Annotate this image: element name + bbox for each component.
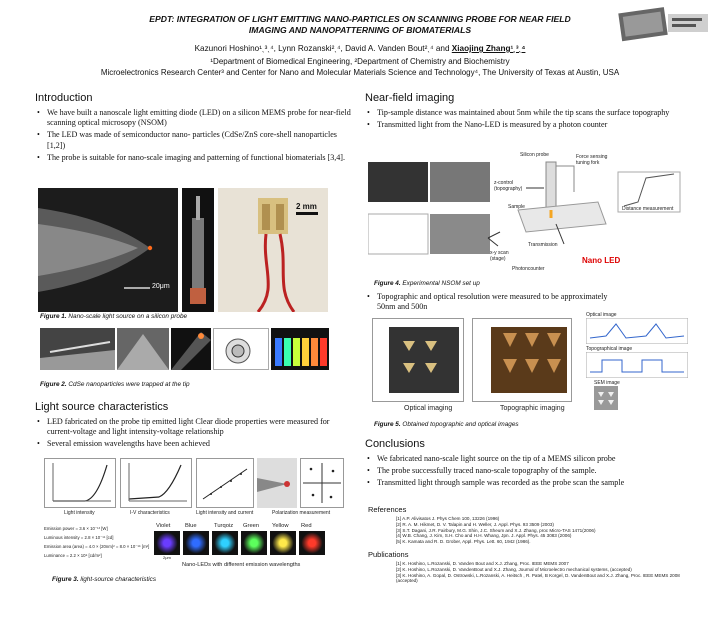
publications-list [368,561,688,584]
poster-title [120,14,600,35]
light-intensity-plot [44,458,116,508]
near-field-heading: Near-field imaging [365,92,455,104]
authors-plain: Kazunori Hoshino¹ˎ³ˎ⁴, Lynn Rozanski²ˎ⁴, David A. Vanden Bout²ˎ⁴ and [194,44,452,53]
label-xy-scan: x-y scan (stage) [490,250,509,262]
list-item: • Tip-sample distance was maintained about 5nm while the tip scans the surface topography [365,108,690,118]
plot-label-light-intensity: Light intensity [64,510,95,516]
fluorescent-tip-image [171,328,211,370]
label-force-sensing: Force sensing tuning fork [576,154,608,166]
scale-2mm: 2 mm [296,202,317,211]
swatch-red [299,531,325,555]
color-label-green: Green [243,523,260,529]
equation-1: Emission power = 3.6 × 10⁻¹³ [W] [44,526,108,531]
references-section [368,505,688,545]
label-silicon-probe: Silicon probe [520,152,549,158]
label-transmission: Transmission [528,242,558,248]
side-images [584,312,690,412]
plot-label-iv: I-V characteristics [130,510,170,516]
label-optical-imaging: Optical imaging [404,405,453,412]
scale-bar-2mm [296,212,318,215]
list-item: • The LED was made of semiconductor nano- particles (CdSe/ZnS core-shell nanoparticles [1,2]) [35,130,355,150]
publications-section [368,550,688,584]
list-item: • Topographic and optical resolution were measured to be approximately 50nm and 500n [365,292,615,312]
publication-item: [3] K. Hoshino, A. Gopal, D. Ostrowski, L.Rozanski, A. Heitsch , R. Patel, B Korgel, D. VandenBout and X.J. Zhang, Proc. IEEE MEMS 2008 [396,572,680,578]
figure-2-caption [40,381,340,388]
figure-1-caption [40,313,340,320]
references-heading: References [368,505,407,514]
near-field-list [365,108,690,130]
publications-heading: Publications [368,550,409,559]
equation-2: Luminous intensity = 2.8 × 10⁻¹¹ [cd] [44,535,114,540]
publication-item: [2] K. Hoshino, L.Rozanski, D. VandenBout and X.J. Zhang, Journal of Microelectro mechanical systems, (accepted) [396,566,632,572]
figure-1-label: Figure 1. [40,313,67,320]
color-label-blue: Blue [185,523,197,529]
equation-4: Luminance = 2.2 × 10⁵ [cd/m²] [44,553,102,558]
side-label-optical: Optical image [586,312,617,318]
figure-4-text: Experimental NSOM set up [400,280,480,287]
reference-item: [1] A.P. Alivisatos J. Phys Chem 100, 13226 (1996) [396,516,500,521]
list-item: • We fabricated nano-scale light source on the tip of a MEMS silicon probe [365,454,690,464]
figure-2-text: CdSe nanoparticles were trapped at the tip [66,381,190,388]
resolution-bullet [365,292,615,314]
equations-block [44,524,154,572]
title-line-1: EPDT: INTEGRATION OF LIGHT EMITTING NANO-PARTICLES ON SCANNING PROBE FOR NEAR FIELD [149,14,571,24]
reference-item: [2] R. A. M. Hikmet, D. V. Talapin and H. Weller, J. Appl. Phys. 93 3509 (2003) [396,521,554,527]
affiliation-line-1: ¹Department of Biomedical Engineering, ²Department of Chemistry and Biochemistry [210,57,510,66]
figure-4-label: Figure 4. [374,280,401,287]
polarization-plot [300,458,344,508]
probe-tip-micrograph [38,188,178,312]
reference-item: [3] S.T. Dagani, J.R. Fairbury, M.G. Shin, J.C. Sheum and X.J. Zhang, proc Micro-TAS 1471(2006) [396,527,596,533]
color-label-yellow: Yellow [272,523,289,529]
right-column [365,92,690,132]
nano-leds-caption: Nano-LEDs with different emission wavelengths [182,562,301,568]
side-label-sem: SEM image [594,380,620,386]
label-nano-led: Nano LED [582,256,621,265]
authors [60,44,660,53]
swatch-turqoiz [212,531,238,555]
list-item: • The probe is suitable for nano-scale imaging and patterning of functional biomaterials [3,4]. [35,153,355,163]
figure-3-caption [52,576,352,583]
swatch-violet [154,531,180,555]
polarization-photo [257,458,297,508]
introduction-list [35,108,355,163]
label-z-control: z-control (topography) [494,180,523,192]
conclusions-section [365,438,690,491]
light-source-section [35,401,355,452]
scale-2um: 2μm [163,555,171,560]
swatch-blue [183,531,209,555]
affiliation-line-2: Microelectronics Research Center³ and Center for Nano and Molecular Materials Science and Technology⁴, The University of Texas at Austin, USA [100,68,620,77]
nanoparticle-vials-photo [271,328,329,370]
left-column [35,92,355,165]
reference-item: [4] W.B. Chang, J. Kim, S.H. Cho and H.H. Whang, Jpn. J. Appl. Phys. 45 3083 (2006) [396,533,572,539]
nanoparticle-diagram [213,328,269,370]
label-topographic-imaging: Topographic imaging [500,405,565,412]
figure-5-text: Obtained topographic and optical images [400,421,519,428]
nsom-setup-figure [368,152,686,272]
affiliations [20,56,700,78]
title-line-2: IMAGING AND NANOPATTERNING OF BIOMATERIALS [248,24,472,35]
list-item: • Transmitted light through sample was recorded as the probe scan the sample [365,478,690,488]
figure-4-caption [374,280,674,287]
figure-2-label: Figure 2. [40,381,67,388]
figure-5-label: Figure 5. [374,421,401,428]
probe-chip-photo [182,188,214,312]
conclusions-heading: Conclusions [365,438,425,450]
plot-label-polarization: Polarization measurement [272,510,331,516]
label-distance-measurement: Distance measurement [622,206,674,212]
figure-3-label: Figure 3. [52,576,79,583]
equation-3: Emission area (area) = 4.0 × (20nm)² = 8.0 × 10⁻¹⁶ [m²] [44,544,150,549]
introduction-heading: Introduction [35,92,93,104]
conclusions-list [365,454,690,489]
side-label-topographical: Topographical image [586,346,633,352]
poster-header [0,0,720,90]
intensity-current-plot [196,458,254,508]
references-list [368,516,688,545]
publication-item: (accepted) [396,578,418,584]
list-item: • Several emission wavelengths have been achieved [35,439,355,449]
label-sample: Sample [508,204,525,210]
color-label-violet: Violet [156,523,171,529]
list-item: • The probe successfully traced nano-scale topography of the sample. [365,466,690,476]
publication-item: [1] K. Hoshino, L.Rozanski, D. Vanden Bout and X.J. Zhang, Proc. IEEE MEMS 2007 [396,561,569,566]
iv-characteristics-plot [120,458,192,508]
color-label-turqoiz: Turqoiz [214,523,234,529]
reference-item: [5] K. Kamata and R. D. Grober, Appl. Phys. Lett. 60, 1942 (1986). [396,539,531,545]
topographic-image-plot [472,318,572,402]
probe-assembly-photo [218,188,328,312]
figure-5-caption [374,421,674,428]
color-label-red: Red [301,523,312,529]
lab-logo-image [614,4,714,44]
label-photon-counter: Photoncounter [512,266,545,272]
list-item: • We have built a nanoscale light emitting diode (LED) on a silicon MEMS probe for near-field scanning optical microsopy (NSOM) [35,108,355,128]
light-source-list [35,417,355,450]
scale-20um: 20μm [152,283,170,290]
lead-author: Xiaojing Zhang¹ˎ³ˎ⁴ [451,44,526,53]
plot-label-intensity-current: Light intensity and current [196,510,254,516]
light-source-heading: Light source characteristics [35,401,169,413]
figure-3-text: light-source characteristics [78,576,157,583]
list-item: • LED fabricated on the probe tip emitted light Clear diode properties were measured for current-voltage and light intensity-voltage relationship [35,417,355,437]
figure-1-text: Nano-scale light source on a silicon probe [66,313,188,320]
list-item: • Transmitted light from the Nano-LED is measured by a photon counter [365,120,690,130]
swatch-green [241,531,267,555]
optical-image-plot [372,318,464,402]
swatch-yellow [270,531,296,555]
sem-tip-image [117,328,169,370]
sem-probe-image [40,328,115,370]
